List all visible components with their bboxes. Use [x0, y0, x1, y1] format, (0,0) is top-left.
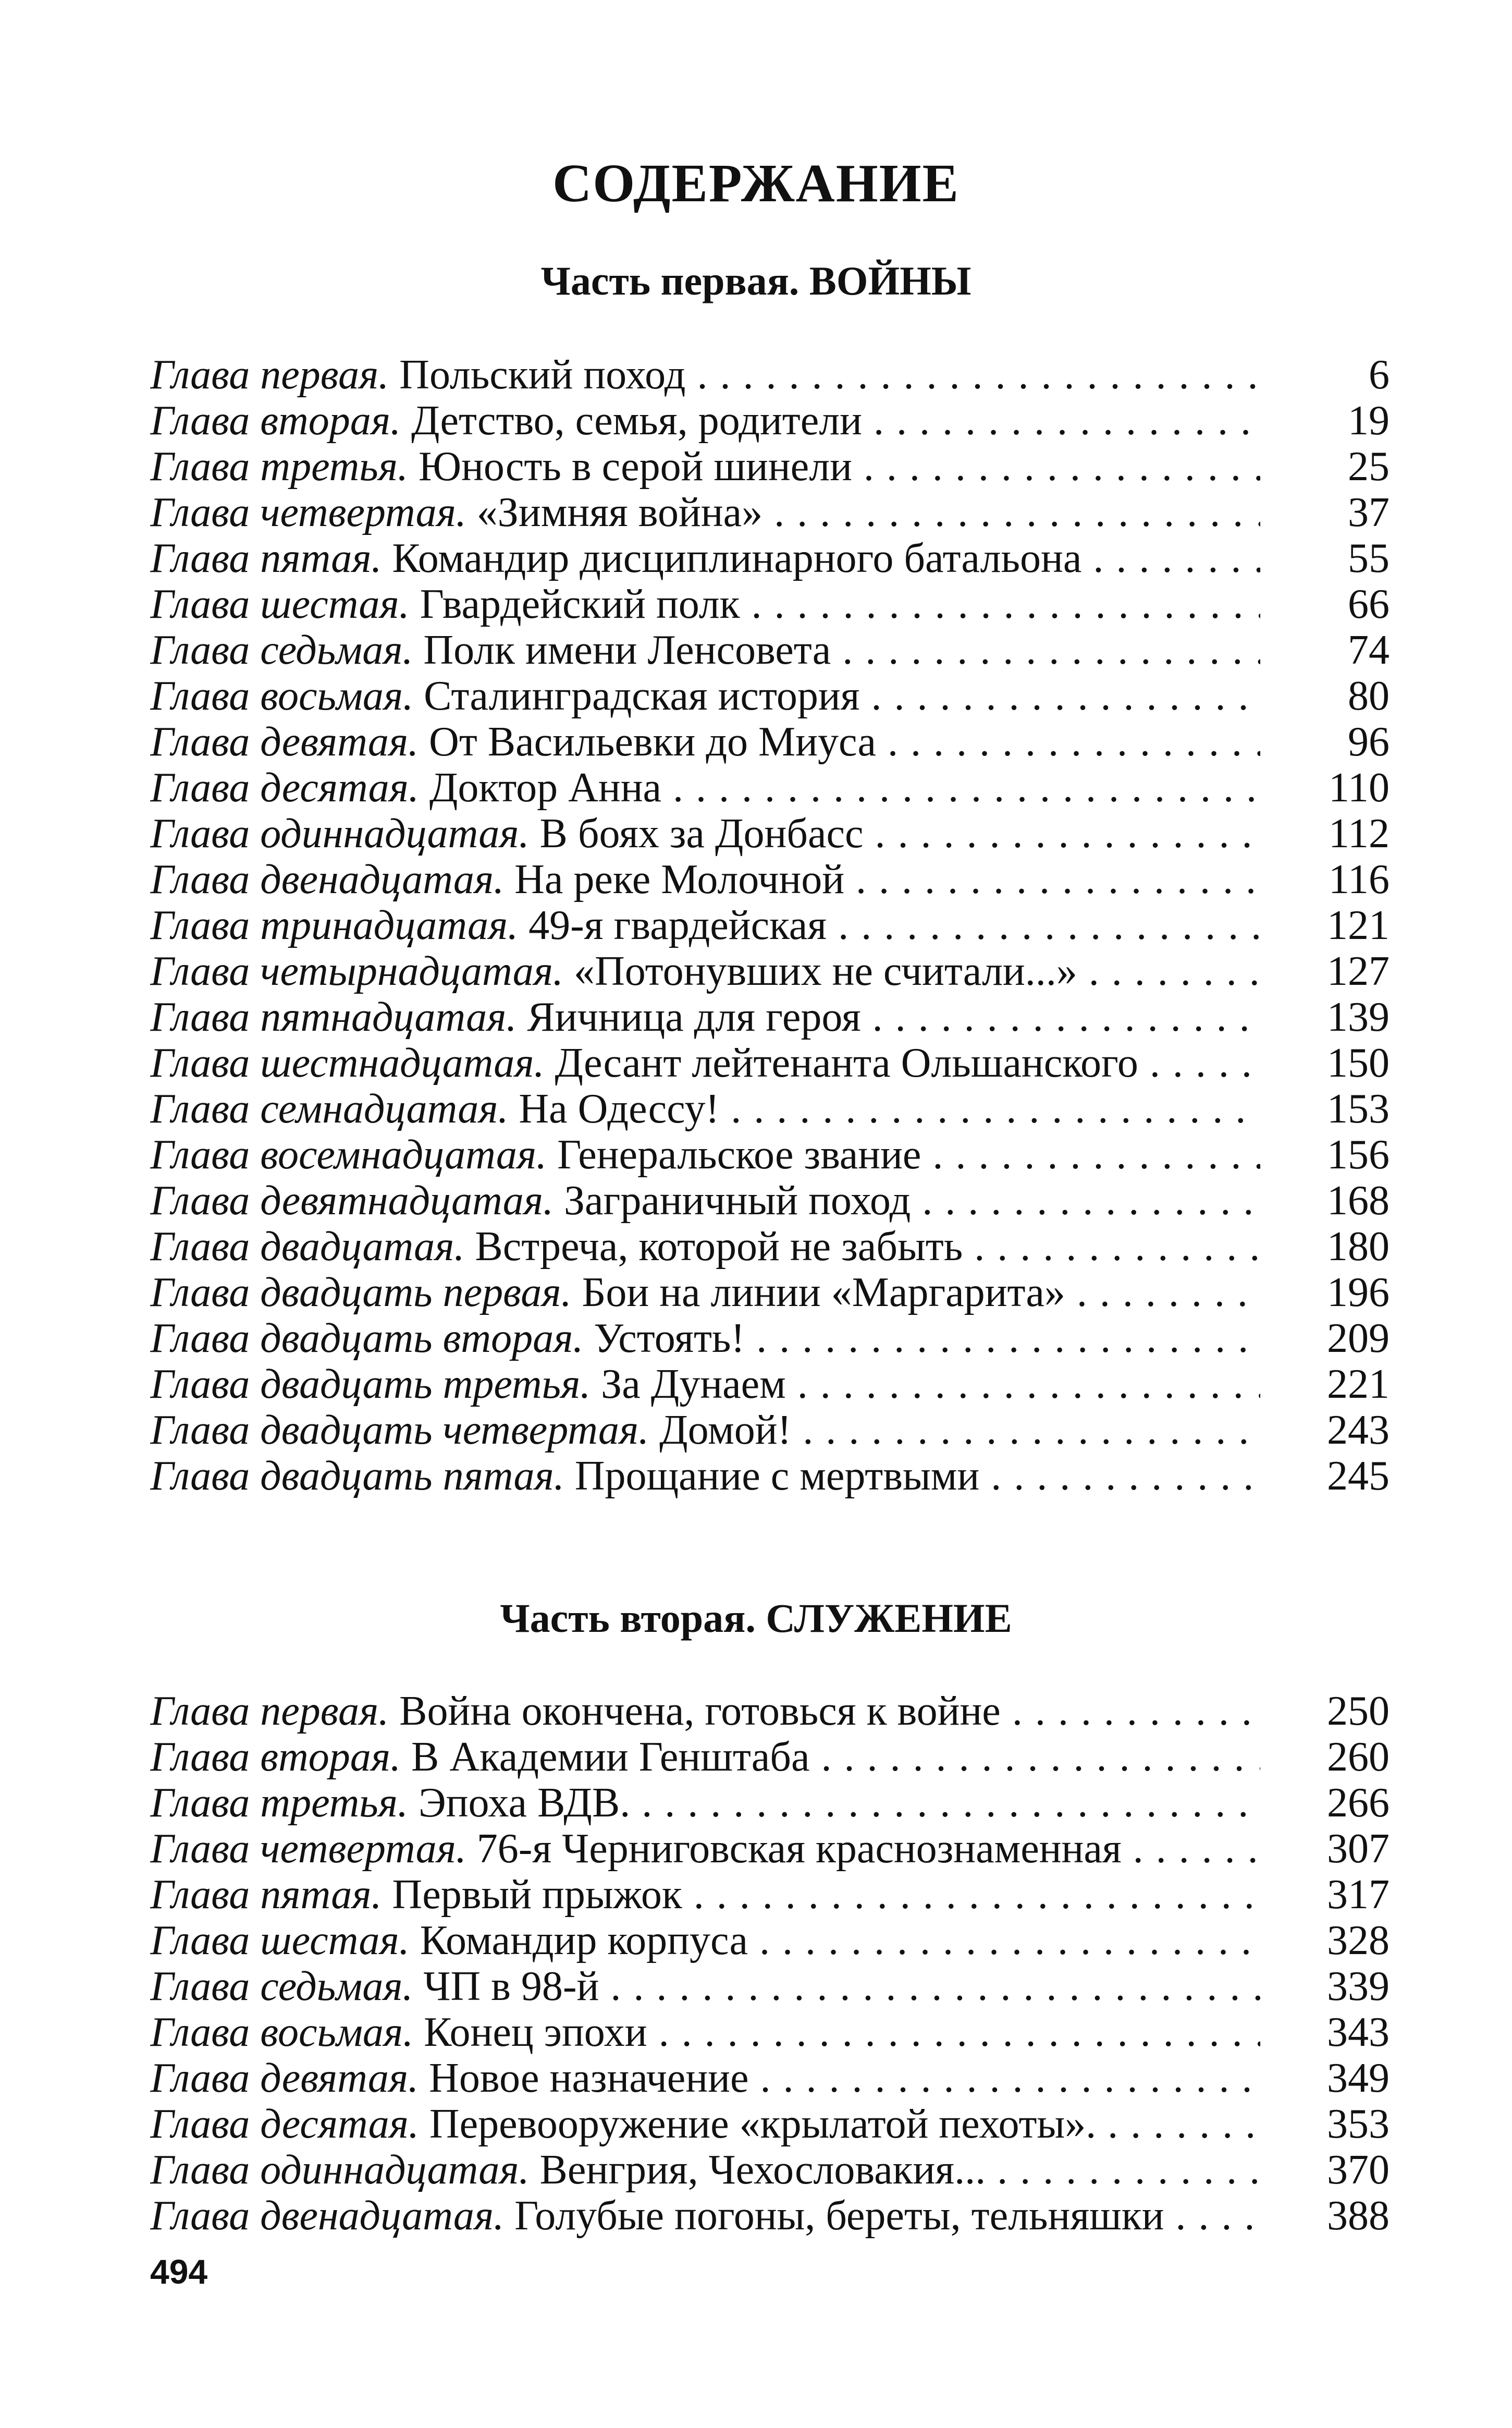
chapter-page-number: 19 — [1348, 398, 1390, 444]
toc-entry-row — [150, 811, 1390, 857]
toc-entry-row — [150, 1086, 1390, 1132]
chapter-title: Генеральское звание — [557, 1132, 921, 1178]
chapter-page-number: 156 — [1327, 1132, 1390, 1178]
chapter-number: Глава восьмая. — [150, 2009, 414, 2055]
chapter-number: Глава пятая. — [150, 1872, 382, 1918]
chapter-page-number: 112 — [1328, 811, 1390, 857]
chapter-title: Гвардейский полк — [420, 581, 740, 627]
toc-entry-text — [150, 902, 1260, 948]
chapter-number: Глава шестнадцатая. — [150, 1040, 545, 1086]
chapter-title: Голубые погоны, береты, тельняшки — [514, 2193, 1164, 2239]
chapter-page-number: 307 — [1327, 1826, 1390, 1872]
chapter-number: Глава третья. — [150, 1780, 408, 1826]
chapter-number: Глава одиннадцатая. — [150, 811, 530, 857]
toc-entry-text — [150, 1780, 1260, 1826]
toc-entry-text — [150, 535, 1260, 581]
chapter-title: 76-я Черниговская краснознаменная — [476, 1826, 1122, 1872]
toc-entry-row — [150, 1872, 1390, 1918]
toc-entry-row — [150, 2193, 1390, 2239]
toc-entry-text — [150, 1361, 1260, 1407]
toc-entry-text — [150, 2193, 1260, 2239]
chapter-title: Домой! — [659, 1407, 792, 1453]
toc-entry-text — [150, 719, 1260, 765]
chapter-title: Перевооружение «крылатой пехоты». — [429, 2101, 1097, 2147]
chapter-number: Глава седьмая. — [150, 1963, 413, 2009]
chapter-title: Командир дисциплинарного батальона — [392, 535, 1082, 581]
chapter-title: Командир корпуса — [420, 1918, 748, 1963]
toc-entry-text — [150, 398, 1260, 444]
toc-entry-text — [150, 1734, 1260, 1780]
chapter-page-number: 209 — [1327, 1315, 1390, 1361]
toc-entry-row — [150, 1315, 1390, 1361]
toc-entry-row — [150, 1224, 1390, 1270]
chapter-title: Первый прыжок — [392, 1872, 682, 1918]
chapter-number: Глава шестая. — [150, 1918, 410, 1963]
toc-entry-text — [150, 1407, 1260, 1453]
chapter-page-number: 55 — [1348, 535, 1390, 581]
chapter-page-number: 150 — [1327, 1040, 1390, 1086]
toc-entry-text — [150, 1178, 1260, 1224]
chapter-number: Глава вторая. — [150, 1734, 401, 1780]
toc-entry-row — [150, 444, 1390, 490]
chapter-title: Конец эпохи — [424, 2009, 647, 2055]
chapter-number: Глава девятая. — [150, 719, 419, 765]
chapter-title: Эпоха ВДВ. — [418, 1780, 631, 1826]
toc-entry-text — [150, 811, 1260, 857]
chapter-page-number: 96 — [1348, 719, 1390, 765]
toc-entry-text — [150, 1040, 1260, 1086]
chapter-title: ЧП в 98-й — [423, 1963, 599, 2009]
chapter-page-number: 328 — [1327, 1918, 1390, 1963]
chapter-number: Глава первая. — [150, 352, 389, 398]
toc-entry-row — [150, 948, 1390, 994]
toc-entry-row — [150, 2101, 1390, 2147]
toc-entry-row — [150, 1918, 1390, 1963]
chapter-number: Глава вторая. — [150, 398, 401, 444]
chapter-page-number: 353 — [1327, 2101, 1390, 2147]
page-number: 494 — [150, 2252, 208, 2291]
toc-entry-row — [150, 857, 1390, 902]
chapter-number: Глава тринадцатая. — [150, 902, 519, 948]
toc-entry-text — [150, 2101, 1260, 2147]
chapter-page-number: 127 — [1327, 948, 1390, 994]
chapter-page-number: 343 — [1327, 2009, 1390, 2055]
toc-entry-row — [150, 2009, 1390, 2055]
toc-entry-text — [150, 1826, 1260, 1872]
chapter-title: Десант лейтенанта Ольшанского — [555, 1040, 1138, 1086]
chapter-page-number: 139 — [1327, 994, 1390, 1040]
chapter-title: Венгрия, Чехословакия... — [539, 2147, 986, 2193]
toc-entry-text — [150, 1918, 1260, 1963]
part-two-heading: Часть вторая. СЛУЖЕНИЕ — [500, 1595, 1012, 1641]
toc-entry-row — [150, 1688, 1390, 1734]
chapter-page-number: 6 — [1369, 352, 1390, 398]
toc-entry-row — [150, 1178, 1390, 1224]
chapter-title: На Одессу! — [519, 1086, 720, 1132]
chapter-title: От Васильевки до Миуса — [429, 719, 876, 765]
toc-entry-text — [150, 673, 1260, 719]
chapter-title: На реке Молочной — [514, 857, 845, 902]
toc-entry-text — [150, 2009, 1260, 2055]
chapter-number: Глава четырнадцатая. — [150, 948, 563, 994]
toc-entry-text — [150, 1963, 1260, 2009]
toc-entry-text — [150, 1872, 1260, 1918]
chapter-title: Польский поход — [399, 352, 686, 398]
toc-entry-row — [150, 1780, 1390, 1826]
part-one-heading: Часть первая. ВОЙНЫ — [540, 258, 972, 303]
toc-entry-row — [150, 673, 1390, 719]
toc-entry-row — [150, 398, 1390, 444]
toc-entry-row — [150, 2055, 1390, 2101]
toc-entry-row — [150, 765, 1390, 811]
chapter-page-number: 196 — [1327, 1270, 1390, 1315]
chapter-page-number: 180 — [1327, 1224, 1390, 1270]
chapter-number: Глава двенадцатая. — [150, 857, 505, 902]
chapter-page-number: 25 — [1348, 444, 1390, 490]
toc-entry-text — [150, 581, 1260, 627]
toc-entry-row — [150, 352, 1390, 398]
chapter-number: Глава девятнадцатая. — [150, 1178, 554, 1224]
toc-entry-row — [150, 2147, 1390, 2193]
toc-entry-row — [150, 1453, 1390, 1499]
toc-entry-text — [150, 1086, 1260, 1132]
chapter-number: Глава двадцать третья. — [150, 1361, 591, 1407]
chapter-number: Глава четвертая. — [150, 490, 466, 535]
chapter-page-number: 116 — [1328, 857, 1390, 902]
toc-entry-text — [150, 948, 1260, 994]
chapter-title: Новое назначение — [429, 2055, 749, 2101]
toc-entry-text — [150, 1270, 1260, 1315]
chapter-title: Яичница для героя — [527, 994, 861, 1040]
chapter-page-number: 370 — [1327, 2147, 1390, 2193]
chapter-page-number: 260 — [1327, 1734, 1390, 1780]
chapter-number: Глава двенадцатая. — [150, 2193, 505, 2239]
toc-entry-row — [150, 1963, 1390, 2009]
chapter-title: Доктор Анна — [429, 765, 662, 811]
chapter-page-number: 153 — [1327, 1086, 1390, 1132]
chapter-number: Глава десятая. — [150, 2101, 419, 2147]
chapter-page-number: 339 — [1327, 1963, 1390, 2009]
toc-entry-text — [150, 1688, 1260, 1734]
toc-entry-row — [150, 1270, 1390, 1315]
chapter-page-number: 121 — [1327, 902, 1390, 948]
chapter-page-number: 245 — [1327, 1453, 1390, 1499]
chapter-page-number: 80 — [1348, 673, 1390, 719]
chapter-title: Заграничный поход — [563, 1178, 911, 1224]
toc-entry-row — [150, 490, 1390, 535]
chapter-number: Глава четвертая. — [150, 1826, 466, 1872]
chapter-title: Бои на линии «Маргарита» — [582, 1270, 1065, 1315]
toc-entry-row — [150, 1132, 1390, 1178]
toc-entry-row — [150, 1361, 1390, 1407]
toc-entry-text — [150, 490, 1260, 535]
chapter-number: Глава седьмая. — [150, 627, 413, 673]
chapter-number: Глава двадцать первая. — [150, 1270, 572, 1315]
toc-entry-row — [150, 581, 1390, 627]
chapter-page-number: 221 — [1327, 1361, 1390, 1407]
toc-entry-text — [150, 1132, 1260, 1178]
chapter-title: 49-я гвардейская — [528, 902, 827, 948]
chapter-number: Глава двадцать вторая. — [150, 1315, 584, 1361]
chapter-page-number: 250 — [1327, 1688, 1390, 1734]
chapter-number: Глава девятая. — [150, 2055, 419, 2101]
chapter-title: «Зимняя война» — [476, 490, 763, 535]
toc-entry-text — [150, 1315, 1260, 1361]
chapter-number: Глава десятая. — [150, 765, 419, 811]
chapter-title: Сталинградская история — [424, 673, 860, 719]
toc-entry-row — [150, 1407, 1390, 1453]
chapter-number: Глава шестая. — [150, 581, 410, 627]
chapter-title: Война окончена, готовься к войне — [399, 1688, 1001, 1734]
chapter-number: Глава восьмая. — [150, 673, 414, 719]
chapter-number: Глава одиннадцатая. — [150, 2147, 530, 2193]
toc-entry-text — [150, 1453, 1260, 1499]
chapter-title: В боях за Донбасс — [539, 811, 864, 857]
chapter-page-number: 266 — [1327, 1780, 1390, 1826]
chapter-page-number: 66 — [1348, 581, 1390, 627]
toc-entry-text — [150, 994, 1260, 1040]
chapter-number: Глава двадцать пятая. — [150, 1453, 564, 1499]
chapter-page-number: 168 — [1327, 1178, 1390, 1224]
chapter-title: «Потонувших не считали...» — [573, 948, 1077, 994]
toc-entry-row — [150, 902, 1390, 948]
chapter-title: В Академии Генштаба — [411, 1734, 810, 1780]
toc-entry-text — [150, 765, 1260, 811]
page-title: СОДЕРЖАНИЕ — [552, 153, 960, 213]
chapter-number: Глава семнадцатая. — [150, 1086, 509, 1132]
chapter-page-number: 110 — [1328, 765, 1390, 811]
chapter-number: Глава третья. — [150, 444, 408, 490]
toc-entry-text — [150, 627, 1260, 673]
toc-entry-row — [150, 627, 1390, 673]
toc-entry-row — [150, 719, 1390, 765]
chapter-page-number: 37 — [1348, 490, 1390, 535]
chapter-number: Глава пятнадцатая. — [150, 994, 517, 1040]
toc-entry-text — [150, 2055, 1260, 2101]
chapter-number: Глава восемнадцатая. — [150, 1132, 547, 1178]
chapter-number: Глава двадцать четвертая. — [150, 1407, 649, 1453]
chapter-number: Глава пятая. — [150, 535, 382, 581]
chapter-title: За Дунаем — [601, 1361, 786, 1407]
toc-entry-row — [150, 1734, 1390, 1780]
chapter-page-number: 317 — [1327, 1872, 1390, 1918]
chapter-number: Глава двадцатая. — [150, 1224, 465, 1270]
toc-entry-text — [150, 1224, 1260, 1270]
chapter-title: Детство, семья, родители — [411, 398, 862, 444]
chapter-title: Полк имени Ленсовета — [423, 627, 831, 673]
toc-entry-text — [150, 352, 1260, 398]
chapter-page-number: 349 — [1327, 2055, 1390, 2101]
toc-entry-row — [150, 1826, 1390, 1872]
chapter-page-number: 243 — [1327, 1407, 1390, 1453]
toc-entry-row — [150, 994, 1390, 1040]
chapter-page-number: 74 — [1348, 627, 1390, 673]
chapter-page-number: 388 — [1327, 2193, 1390, 2239]
chapter-title: Юность в серой шинели — [418, 444, 852, 490]
chapter-title: Прощание с мертвыми — [574, 1453, 980, 1499]
toc-entry-text — [150, 857, 1260, 902]
chapter-title: Устоять! — [594, 1315, 745, 1361]
toc-entry-text — [150, 444, 1260, 490]
chapter-title: Встреча, которой не забыть — [475, 1224, 963, 1270]
toc-entry-text — [150, 2147, 1260, 2193]
chapter-number: Глава первая. — [150, 1688, 389, 1734]
toc-entry-row — [150, 1040, 1390, 1086]
toc-entry-row — [150, 535, 1390, 581]
